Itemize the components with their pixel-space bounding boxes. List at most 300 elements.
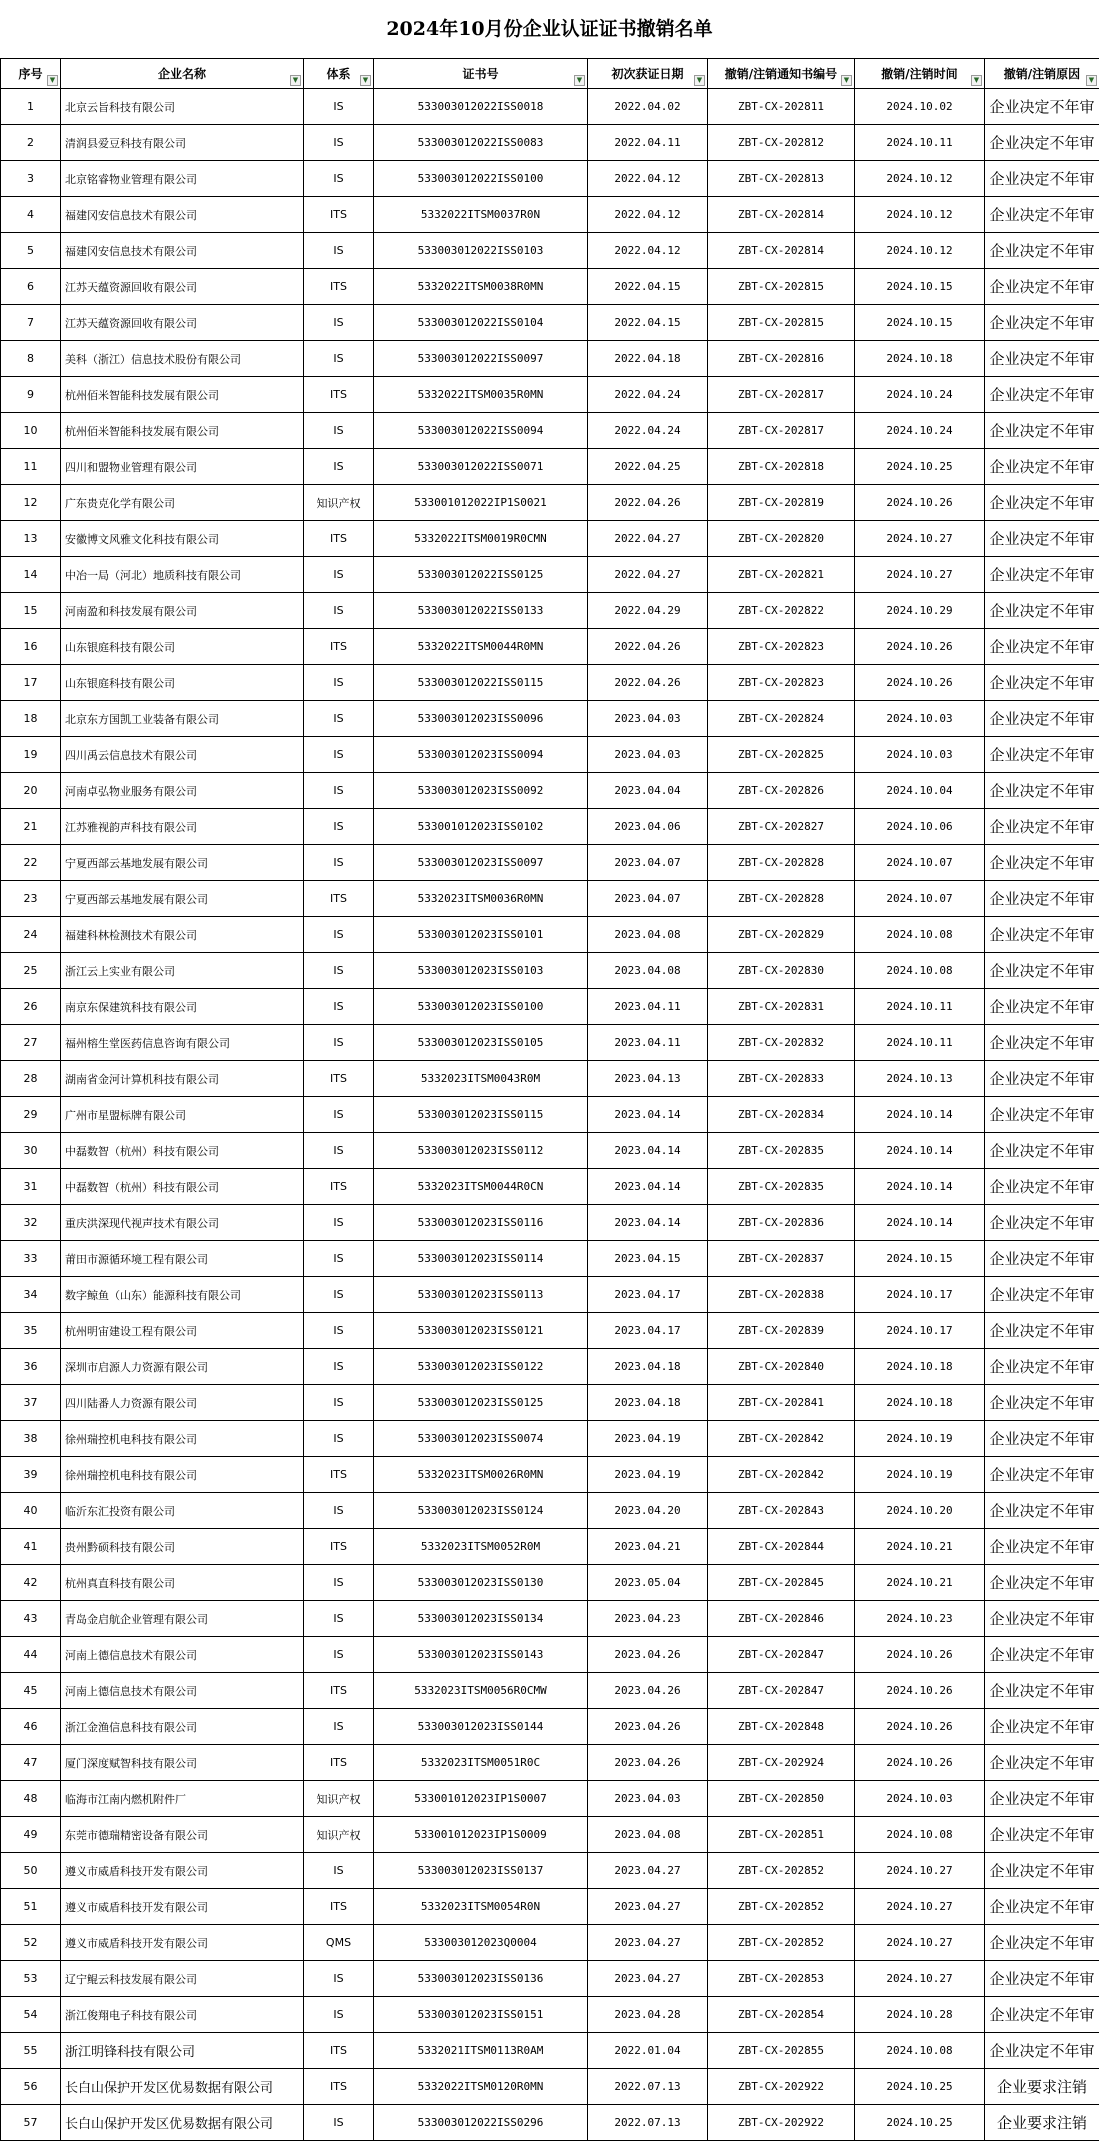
cell-cert-no: 533003012023ISS0144	[374, 1709, 588, 1745]
cell-index: 54	[1, 1997, 61, 2033]
cell-first-date: 2023.04.03	[588, 737, 708, 773]
cell-cert-no: 533003012022ISS0097	[374, 341, 588, 377]
cell-system: IS	[304, 1565, 374, 1601]
cell-first-date: 2023.04.03	[588, 1781, 708, 1817]
cell-notice-no: ZBT-CX-202844	[708, 1529, 855, 1565]
cell-cert-no: 533003012023ISS0100	[374, 989, 588, 1025]
dropdown-filter-icon[interactable]: ▼	[694, 75, 705, 86]
dropdown-filter-icon[interactable]: ▼	[971, 75, 982, 86]
cell-cert-no: 533003012022ISS0071	[374, 449, 588, 485]
cell-notice-no: ZBT-CX-202854	[708, 1997, 855, 2033]
cell-company: 江苏天蕴资源回收有限公司	[61, 269, 304, 305]
cell-company: 四川禹云信息技术有限公司	[61, 737, 304, 773]
cell-cert-no: 533003012023ISS0103	[374, 953, 588, 989]
dropdown-filter-icon[interactable]: ▼	[290, 75, 301, 86]
cell-cert-no: 533003012023ISS0125	[374, 1385, 588, 1421]
cell-first-date: 2022.04.25	[588, 449, 708, 485]
cell-reason: 企业决定不年审	[985, 989, 1099, 1025]
cell-index: 43	[1, 1601, 61, 1637]
cell-index: 34	[1, 1277, 61, 1313]
cell-system: QMS	[304, 1925, 374, 1961]
cell-cert-no: 533003012023ISS0096	[374, 701, 588, 737]
cell-reason: 企业决定不年审	[985, 593, 1099, 629]
cell-cert-no: 533003012022ISS0103	[374, 233, 588, 269]
table-row	[1, 1529, 1099, 1565]
cell-revoke-date: 2024.10.04	[855, 773, 985, 809]
cell-first-date: 2022.04.11	[588, 125, 708, 161]
cell-reason: 企业决定不年审	[985, 1205, 1099, 1241]
cell-cert-no: 533003012022ISS0125	[374, 557, 588, 593]
col-header-first-date: 初次获证日期 ▼	[588, 59, 708, 89]
cell-first-date: 2023.04.19	[588, 1421, 708, 1457]
table-row	[1, 1205, 1099, 1241]
table-row	[1, 881, 1099, 917]
cell-first-date: 2023.04.07	[588, 881, 708, 917]
table-row	[1, 485, 1099, 521]
cell-reason: 企业决定不年审	[985, 1025, 1099, 1061]
cell-system: IS	[304, 305, 374, 341]
cell-company: 浙江俊翔电子科技有限公司	[61, 1997, 304, 2033]
cell-cert-no: 5332022ITSM0037R0N	[374, 197, 588, 233]
cell-system: 知识产权	[304, 1781, 374, 1817]
cell-notice-no: ZBT-CX-202840	[708, 1349, 855, 1385]
table-row	[1, 845, 1099, 881]
cell-system: IS	[304, 1709, 374, 1745]
table-row	[1, 1349, 1099, 1385]
cell-first-date: 2023.04.06	[588, 809, 708, 845]
cell-cert-no: 533003012023ISS0137	[374, 1853, 588, 1889]
cell-company: 杭州佰米智能科技发展有限公司	[61, 413, 304, 449]
cell-index: 48	[1, 1781, 61, 1817]
cell-notice-no: ZBT-CX-202817	[708, 413, 855, 449]
cell-revoke-date: 2024.10.26	[855, 1709, 985, 1745]
dropdown-filter-icon[interactable]: ▼	[47, 75, 58, 86]
cell-first-date: 2023.04.04	[588, 773, 708, 809]
cell-index: 38	[1, 1421, 61, 1457]
cell-system: ITS	[304, 197, 374, 233]
cell-index: 49	[1, 1817, 61, 1853]
cell-company: 中磊数智（杭州）科技有限公司	[61, 1133, 304, 1169]
cell-revoke-date: 2024.10.11	[855, 1025, 985, 1061]
cell-revoke-date: 2024.10.27	[855, 1925, 985, 1961]
cell-company: 宁夏西部云基地发展有限公司	[61, 881, 304, 917]
cell-system: IS	[304, 341, 374, 377]
cell-system: ITS	[304, 2069, 374, 2105]
cell-company: 莆田市源循环境工程有限公司	[61, 1241, 304, 1277]
cell-reason: 企业决定不年审	[985, 1349, 1099, 1385]
cell-revoke-date: 2024.10.17	[855, 1277, 985, 1313]
cell-first-date: 2023.04.26	[588, 1673, 708, 1709]
cell-company: 江苏雅视韵声科技有限公司	[61, 809, 304, 845]
cell-first-date: 2023.04.23	[588, 1601, 708, 1637]
cell-revoke-date: 2024.10.21	[855, 1565, 985, 1601]
cell-company: 北京东方国凯工业装备有限公司	[61, 701, 304, 737]
cell-company: 杭州明宙建设工程有限公司	[61, 1313, 304, 1349]
cell-reason: 企业决定不年审	[985, 1277, 1099, 1313]
cell-system: IS	[304, 953, 374, 989]
cell-cert-no: 533003012023ISS0115	[374, 1097, 588, 1133]
cell-system: ITS	[304, 521, 374, 557]
cell-system: ITS	[304, 881, 374, 917]
cell-first-date: 2023.04.18	[588, 1349, 708, 1385]
cell-company: 河南上德信息技术有限公司	[61, 1673, 304, 1709]
cell-reason: 企业决定不年审	[985, 305, 1099, 341]
table-row	[1, 1601, 1099, 1637]
cell-cert-no: 533003012023ISS0094	[374, 737, 588, 773]
cell-first-date: 2023.04.26	[588, 1637, 708, 1673]
cell-system: IS	[304, 665, 374, 701]
table-row	[1, 989, 1099, 1025]
cell-cert-no: 5332022ITSM0019R0CMN	[374, 521, 588, 557]
cell-reason: 企业决定不年审	[985, 1961, 1099, 1997]
cell-first-date: 2023.04.26	[588, 1745, 708, 1781]
cell-index: 5	[1, 233, 61, 269]
table-row	[1, 701, 1099, 737]
cell-index: 13	[1, 521, 61, 557]
cell-company: 福建冈安信息技术有限公司	[61, 197, 304, 233]
cell-notice-no: ZBT-CX-202842	[708, 1457, 855, 1493]
cell-reason: 企业决定不年审	[985, 809, 1099, 845]
cell-reason: 企业决定不年审	[985, 1385, 1099, 1421]
cell-first-date: 2023.04.14	[588, 1133, 708, 1169]
cell-system: IS	[304, 1997, 374, 2033]
table-row	[1, 233, 1099, 269]
cell-first-date: 2022.04.29	[588, 593, 708, 629]
cell-first-date: 2022.07.13	[588, 2105, 708, 2141]
table-row	[1, 593, 1099, 629]
cell-company: 浙江金渔信息科技有限公司	[61, 1709, 304, 1745]
cell-revoke-date: 2024.10.27	[855, 1889, 985, 1925]
cell-notice-no: ZBT-CX-202830	[708, 953, 855, 989]
cell-notice-no: ZBT-CX-202838	[708, 1277, 855, 1313]
table-row	[1, 1673, 1099, 1709]
cell-reason: 企业要求注销	[985, 2069, 1099, 2105]
cell-system: IS	[304, 809, 374, 845]
cell-notice-no: ZBT-CX-202813	[708, 161, 855, 197]
cell-cert-no: 533003012022ISS0083	[374, 125, 588, 161]
cell-system: IS	[304, 1025, 374, 1061]
table-row	[1, 449, 1099, 485]
cell-first-date: 2023.04.17	[588, 1313, 708, 1349]
cell-notice-no: ZBT-CX-202847	[708, 1637, 855, 1673]
cell-notice-no: ZBT-CX-202821	[708, 557, 855, 593]
cell-index: 42	[1, 1565, 61, 1601]
cell-notice-no: ZBT-CX-202819	[708, 485, 855, 521]
cell-cert-no: 5332022ITSM0044R0MN	[374, 629, 588, 665]
cell-first-date: 2022.04.26	[588, 485, 708, 521]
cell-first-date: 2023.04.19	[588, 1457, 708, 1493]
cell-notice-no: ZBT-CX-202846	[708, 1601, 855, 1637]
cell-revoke-date: 2024.10.18	[855, 341, 985, 377]
cell-system: ITS	[304, 1889, 374, 1925]
cell-reason: 企业决定不年审	[985, 449, 1099, 485]
cell-company: 东莞市德瑞精密设备有限公司	[61, 1817, 304, 1853]
table-row	[1, 1817, 1099, 1853]
cell-company: 辽宁鲲云科技发展有限公司	[61, 1961, 304, 1997]
cell-cert-no: 533003012022ISS0018	[374, 89, 588, 125]
cell-cert-no: 533003012023ISS0113	[374, 1277, 588, 1313]
cell-revoke-date: 2024.10.25	[855, 2069, 985, 2105]
cell-index: 40	[1, 1493, 61, 1529]
cell-cert-no: 533003012022ISS0094	[374, 413, 588, 449]
cell-cert-no: 533001012023IP1S0007	[374, 1781, 588, 1817]
cell-index: 6	[1, 269, 61, 305]
cell-system: ITS	[304, 1457, 374, 1493]
cell-system: ITS	[304, 2033, 374, 2069]
dropdown-filter-icon[interactable]: ▼	[360, 75, 371, 86]
table-row	[1, 1025, 1099, 1061]
cell-revoke-date: 2024.10.14	[855, 1133, 985, 1169]
cell-revoke-date: 2024.10.08	[855, 1817, 985, 1853]
cell-system: IS	[304, 1493, 374, 1529]
table-row	[1, 341, 1099, 377]
cell-notice-no: ZBT-CX-202831	[708, 989, 855, 1025]
cell-revoke-date: 2024.10.14	[855, 1097, 985, 1133]
table-row	[1, 377, 1099, 413]
cell-first-date: 2022.04.15	[588, 269, 708, 305]
table-row	[1, 1097, 1099, 1133]
cell-index: 9	[1, 377, 61, 413]
cell-first-date: 2023.04.21	[588, 1529, 708, 1565]
cell-index: 2	[1, 125, 61, 161]
cell-revoke-date: 2024.10.26	[855, 1637, 985, 1673]
cell-cert-no: 533003012023ISS0116	[374, 1205, 588, 1241]
cell-reason: 企业决定不年审	[985, 953, 1099, 989]
cell-notice-no: ZBT-CX-202814	[708, 197, 855, 233]
dropdown-filter-icon[interactable]: ▼	[574, 75, 585, 86]
cell-notice-no: ZBT-CX-202835	[708, 1169, 855, 1205]
cell-index: 23	[1, 881, 61, 917]
cell-revoke-date: 2024.10.27	[855, 1961, 985, 1997]
cell-first-date: 2023.04.18	[588, 1385, 708, 1421]
cell-first-date: 2023.04.27	[588, 1925, 708, 1961]
cell-index: 53	[1, 1961, 61, 1997]
cell-notice-no: ZBT-CX-202852	[708, 1853, 855, 1889]
cell-notice-no: ZBT-CX-202853	[708, 1961, 855, 1997]
cell-system: IS	[304, 449, 374, 485]
cell-cert-no: 533003012023ISS0130	[374, 1565, 588, 1601]
cell-notice-no: ZBT-CX-202820	[708, 521, 855, 557]
cell-cert-no: 533003012023ISS0136	[374, 1961, 588, 1997]
table-row	[1, 917, 1099, 953]
cell-company: 南京东保建筑科技有限公司	[61, 989, 304, 1025]
cell-first-date: 2023.04.11	[588, 1025, 708, 1061]
cell-first-date: 2023.04.27	[588, 1853, 708, 1889]
cell-notice-no: ZBT-CX-202922	[708, 2069, 855, 2105]
cell-notice-no: ZBT-CX-202851	[708, 1817, 855, 1853]
cell-notice-no: ZBT-CX-202812	[708, 125, 855, 161]
cell-revoke-date: 2024.10.12	[855, 161, 985, 197]
cell-reason: 企业决定不年审	[985, 1817, 1099, 1853]
cell-company: 长白山保护开发区优易数据有限公司	[61, 2069, 304, 2105]
cell-notice-no: ZBT-CX-202815	[708, 305, 855, 341]
cell-first-date: 2023.04.08	[588, 917, 708, 953]
cell-first-date: 2022.07.13	[588, 2069, 708, 2105]
cell-system: IS	[304, 89, 374, 125]
cell-system: IS	[304, 917, 374, 953]
cell-notice-no: ZBT-CX-202852	[708, 1889, 855, 1925]
cell-notice-no: ZBT-CX-202832	[708, 1025, 855, 1061]
cell-cert-no: 533003012023ISS0112	[374, 1133, 588, 1169]
cell-revoke-date: 2024.10.27	[855, 557, 985, 593]
cell-revoke-date: 2024.10.20	[855, 1493, 985, 1529]
cell-index: 19	[1, 737, 61, 773]
table-row	[1, 1457, 1099, 1493]
cell-revoke-date: 2024.10.15	[855, 269, 985, 305]
cell-first-date: 2023.04.14	[588, 1205, 708, 1241]
cell-cert-no: 533003012022ISS0133	[374, 593, 588, 629]
table-row	[1, 161, 1099, 197]
cell-revoke-date: 2024.10.26	[855, 1745, 985, 1781]
cell-notice-no: ZBT-CX-202852	[708, 1925, 855, 1961]
cell-company: 广东贵克化学有限公司	[61, 485, 304, 521]
cell-reason: 企业决定不年审	[985, 1781, 1099, 1817]
cell-reason: 企业决定不年审	[985, 1493, 1099, 1529]
cell-notice-no: ZBT-CX-202924	[708, 1745, 855, 1781]
cell-company: 四川和盟物业管理有限公司	[61, 449, 304, 485]
cell-first-date: 2023.04.20	[588, 1493, 708, 1529]
cell-system: IS	[304, 161, 374, 197]
cell-revoke-date: 2024.10.23	[855, 1601, 985, 1637]
cell-revoke-date: 2024.10.15	[855, 1241, 985, 1277]
cell-company: 宁夏西部云基地发展有限公司	[61, 845, 304, 881]
cell-company: 湖南省金河计算机科技有限公司	[61, 1061, 304, 1097]
cell-system: 知识产权	[304, 1817, 374, 1853]
cell-cert-no: 533003012023ISS0101	[374, 917, 588, 953]
cell-index: 11	[1, 449, 61, 485]
cell-first-date: 2022.04.27	[588, 521, 708, 557]
revocation-table	[0, 58, 1099, 2141]
table-row	[1, 1889, 1099, 1925]
cell-first-date: 2022.04.15	[588, 305, 708, 341]
cell-index: 26	[1, 989, 61, 1025]
cell-reason: 企业决定不年审	[985, 1133, 1099, 1169]
cell-reason: 企业决定不年审	[985, 1169, 1099, 1205]
cell-cert-no: 5332022ITSM0038R0MN	[374, 269, 588, 305]
cell-company: 北京云旨科技有限公司	[61, 89, 304, 125]
cell-reason: 企业决定不年审	[985, 2033, 1099, 2069]
cell-cert-no: 533003012022ISS0104	[374, 305, 588, 341]
cell-first-date: 2022.04.26	[588, 629, 708, 665]
cell-notice-no: ZBT-CX-202847	[708, 1673, 855, 1709]
cell-system: IS	[304, 1421, 374, 1457]
cell-company: 山东银庭科技有限公司	[61, 665, 304, 701]
cell-index: 52	[1, 1925, 61, 1961]
table-row	[1, 2105, 1099, 2141]
cell-revoke-date: 2024.10.27	[855, 521, 985, 557]
cell-company: 遵义市威盾科技开发有限公司	[61, 1925, 304, 1961]
cell-index: 51	[1, 1889, 61, 1925]
cell-cert-no: 533003012022ISS0100	[374, 161, 588, 197]
table-row	[1, 737, 1099, 773]
cell-cert-no: 5332023ITSM0051R0C	[374, 1745, 588, 1781]
cell-company: 安徽博文风雅文化科技有限公司	[61, 521, 304, 557]
table-row	[1, 2033, 1099, 2069]
table-row	[1, 197, 1099, 233]
dropdown-filter-icon[interactable]: ▼	[841, 75, 852, 86]
cell-system: ITS	[304, 377, 374, 413]
cell-first-date: 2023.04.28	[588, 1997, 708, 2033]
cell-revoke-date: 2024.10.19	[855, 1421, 985, 1457]
cell-cert-no: 5332022ITSM0120R0MN	[374, 2069, 588, 2105]
table-row	[1, 953, 1099, 989]
cell-system: IS	[304, 2105, 374, 2141]
cell-revoke-date: 2024.10.26	[855, 1673, 985, 1709]
cell-cert-no: 533003012022ISS0115	[374, 665, 588, 701]
cell-cert-no: 5332023ITSM0044R0CN	[374, 1169, 588, 1205]
cell-notice-no: ZBT-CX-202828	[708, 881, 855, 917]
dropdown-filter-icon[interactable]: ▼	[1086, 75, 1097, 86]
cell-reason: 企业决定不年审	[985, 917, 1099, 953]
cell-reason: 企业决定不年审	[985, 377, 1099, 413]
cell-index: 32	[1, 1205, 61, 1241]
cell-revoke-date: 2024.10.08	[855, 2033, 985, 2069]
cell-notice-no: ZBT-CX-202815	[708, 269, 855, 305]
cell-reason: 企业决定不年审	[985, 1061, 1099, 1097]
cell-notice-no: ZBT-CX-202811	[708, 89, 855, 125]
cell-first-date: 2023.04.08	[588, 953, 708, 989]
cell-company: 深圳市启源人力资源有限公司	[61, 1349, 304, 1385]
cell-cert-no: 5332023ITSM0036R0MN	[374, 881, 588, 917]
cell-reason: 企业决定不年审	[985, 1745, 1099, 1781]
cell-system: IS	[304, 593, 374, 629]
cell-index: 55	[1, 2033, 61, 2069]
cell-index: 15	[1, 593, 61, 629]
table-row	[1, 1709, 1099, 1745]
cell-index: 41	[1, 1529, 61, 1565]
col-header-company: 企业名称 ▼	[61, 59, 304, 89]
cell-system: IS	[304, 413, 374, 449]
cell-company: 临沂东汇投资有限公司	[61, 1493, 304, 1529]
cell-revoke-date: 2024.10.08	[855, 953, 985, 989]
cell-reason: 企业决定不年审	[985, 1097, 1099, 1133]
cell-reason: 企业决定不年审	[985, 125, 1099, 161]
cell-company: 杭州真直科技有限公司	[61, 1565, 304, 1601]
cell-cert-no: 533003012023ISS0122	[374, 1349, 588, 1385]
cell-notice-no: ZBT-CX-202833	[708, 1061, 855, 1097]
cell-notice-no: ZBT-CX-202824	[708, 701, 855, 737]
table-row	[1, 557, 1099, 593]
col-header-notice-no: 撤销/注销通知书编号 ▼	[708, 59, 855, 89]
cell-revoke-date: 2024.10.24	[855, 413, 985, 449]
table-row	[1, 1421, 1099, 1457]
col-header-system: 体系 ▼	[304, 59, 374, 89]
cell-reason: 企业决定不年审	[985, 1997, 1099, 2033]
cell-revoke-date: 2024.10.18	[855, 1385, 985, 1421]
table-row	[1, 809, 1099, 845]
cell-revoke-date: 2024.10.03	[855, 737, 985, 773]
cell-company: 福建科林检测技术有限公司	[61, 917, 304, 953]
cell-revoke-date: 2024.10.24	[855, 377, 985, 413]
cell-index: 44	[1, 1637, 61, 1673]
cell-first-date: 2022.04.24	[588, 377, 708, 413]
cell-revoke-date: 2024.10.02	[855, 89, 985, 125]
cell-index: 12	[1, 485, 61, 521]
cell-system: IS	[304, 773, 374, 809]
cell-index: 27	[1, 1025, 61, 1061]
cell-first-date: 2022.04.26	[588, 665, 708, 701]
cell-cert-no: 533003012022ISS0296	[374, 2105, 588, 2141]
table-row	[1, 1385, 1099, 1421]
table-row	[1, 1313, 1099, 1349]
cell-revoke-date: 2024.10.14	[855, 1169, 985, 1205]
cell-notice-no: ZBT-CX-202837	[708, 1241, 855, 1277]
cell-notice-no: ZBT-CX-202827	[708, 809, 855, 845]
cell-system: IS	[304, 125, 374, 161]
cell-notice-no: ZBT-CX-202841	[708, 1385, 855, 1421]
cell-reason: 企业决定不年审	[985, 629, 1099, 665]
cell-first-date: 2023.04.15	[588, 1241, 708, 1277]
